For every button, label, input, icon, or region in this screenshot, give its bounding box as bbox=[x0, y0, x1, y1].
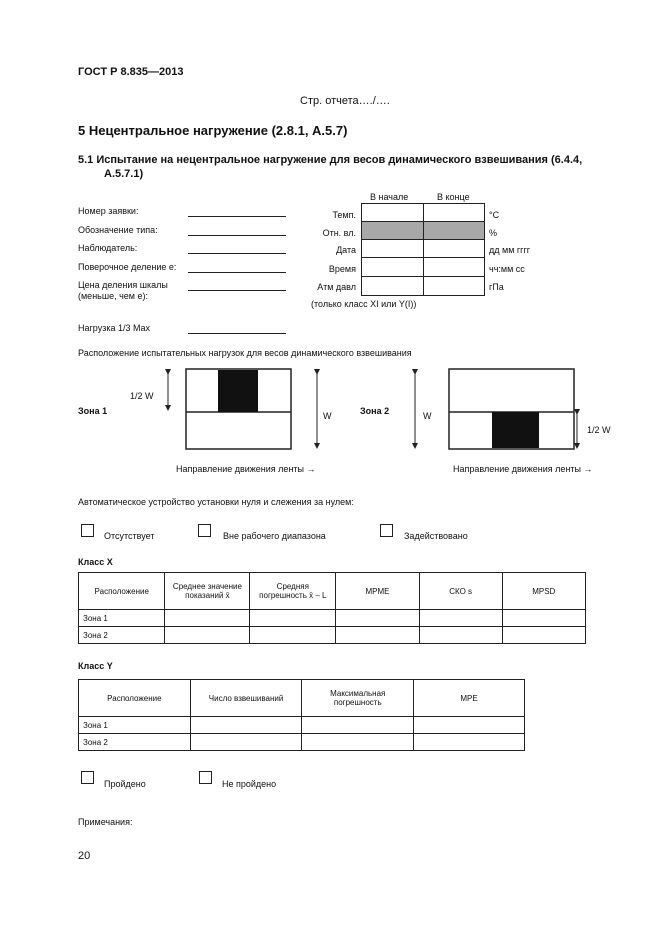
report-page-field: Стр. отчета…./…. bbox=[300, 95, 390, 107]
table-cell[interactable] bbox=[302, 717, 414, 734]
checkbox-out-of-range[interactable] bbox=[198, 524, 211, 537]
table-cell: Зона 1 bbox=[79, 610, 165, 627]
option-out-of-range-label: Вне рабочего диапазона bbox=[223, 531, 326, 541]
table-cell[interactable] bbox=[165, 627, 250, 644]
conditions-note: (только класс XI или Y(I)) bbox=[311, 299, 417, 309]
temp-start-cell[interactable] bbox=[361, 203, 424, 222]
class-x-table bbox=[78, 572, 586, 644]
class-x-title: Класс X bbox=[78, 557, 113, 567]
zone2-load-block bbox=[492, 412, 539, 448]
temp-label: Темп. bbox=[332, 210, 356, 220]
class-y-col-max-error: Максимальная погрешность bbox=[302, 680, 414, 717]
checkbox-absent[interactable] bbox=[81, 524, 94, 537]
class-x-col-mpme: MPME bbox=[336, 573, 420, 610]
table-cell[interactable] bbox=[250, 610, 336, 627]
class-x-col-sd: СКО s bbox=[419, 573, 502, 610]
date-end-cell[interactable] bbox=[423, 239, 485, 258]
table-cell[interactable] bbox=[165, 610, 250, 627]
class-x-col-mean: Среднее значение показаний x̄ bbox=[165, 573, 250, 610]
table-cell: Зона 1 bbox=[79, 717, 191, 734]
table-row bbox=[79, 734, 525, 751]
table-cell[interactable] bbox=[414, 734, 525, 751]
class-y-col-location: Расположение bbox=[79, 680, 191, 717]
table-row bbox=[79, 627, 586, 644]
subsection-title-line1: 5.1 Испытание на нецентральное нагружение для весов динамического взвешивания (6.4.4, bbox=[78, 154, 583, 166]
humidity-label: Отн. вл. bbox=[322, 228, 356, 238]
type-designation-label: Обозначение типа: bbox=[78, 225, 158, 235]
document-code: ГОСТ Р 8.835—2013 bbox=[78, 66, 184, 78]
notes-label: Примечания: bbox=[78, 817, 133, 827]
checkbox-failed[interactable] bbox=[199, 771, 212, 784]
class-x-header-row bbox=[79, 573, 586, 610]
page-number: 20 bbox=[78, 850, 91, 862]
pressure-label: Атм давл bbox=[317, 282, 356, 292]
type-designation-field[interactable] bbox=[188, 235, 286, 236]
col-end-label: В конце bbox=[437, 192, 470, 202]
table-cell[interactable] bbox=[250, 627, 336, 644]
checkbox-passed[interactable] bbox=[81, 771, 94, 784]
zone1-w-label: W bbox=[323, 411, 332, 421]
request-no-label: Номер заявки: bbox=[78, 206, 139, 216]
zone1-diagram bbox=[160, 362, 330, 457]
pressure-unit: гПа bbox=[489, 282, 504, 292]
observer-field[interactable] bbox=[188, 253, 286, 254]
option-enabled-label: Задействовано bbox=[404, 531, 468, 541]
verification-division-field[interactable] bbox=[188, 272, 286, 273]
time-start-cell[interactable] bbox=[361, 257, 424, 277]
class-y-col-mpe: MPE bbox=[414, 680, 525, 717]
table-cell[interactable] bbox=[419, 610, 502, 627]
class-x-col-location: Расположение bbox=[79, 573, 165, 610]
time-label: Время bbox=[328, 264, 356, 274]
table-cell: Зона 2 bbox=[79, 627, 165, 644]
load-field[interactable] bbox=[188, 333, 286, 334]
table-row bbox=[79, 717, 525, 734]
date-unit: дд мм гггг bbox=[489, 245, 531, 255]
zone2-w-label: W bbox=[423, 411, 432, 421]
checkbox-enabled[interactable] bbox=[380, 524, 393, 537]
class-y-table bbox=[78, 679, 525, 751]
table-cell[interactable] bbox=[336, 610, 420, 627]
table-cell[interactable] bbox=[302, 734, 414, 751]
zone1-direction-label: Направление движения ленты → bbox=[176, 464, 316, 474]
humidity-start-cell[interactable] bbox=[361, 221, 424, 240]
table-row bbox=[79, 610, 586, 627]
passed-label: Пройдено bbox=[104, 779, 146, 789]
temp-unit: °C bbox=[489, 210, 500, 220]
zero-device-title: Автоматическое устройство установки нуля и слежения за нулем: bbox=[78, 497, 354, 507]
section-title: 5 Нецентральное нагружение (2.8.1, А.5.7) bbox=[78, 123, 348, 138]
date-label: Дата bbox=[336, 245, 356, 255]
table-cell[interactable] bbox=[190, 717, 302, 734]
observer-label: Наблюдатель: bbox=[78, 243, 138, 253]
subsection-title-line2: А.5.7.1) bbox=[104, 168, 144, 180]
humidity-unit: % bbox=[489, 228, 498, 238]
zone1-half-w-label: 1/2 W bbox=[130, 391, 154, 401]
class-y-title: Класс Y bbox=[78, 661, 113, 671]
verification-division-label: Поверочное деление e: bbox=[78, 262, 177, 272]
time-unit: чч:мм сс bbox=[489, 264, 525, 274]
load-label: Нагрузка 1/3 Max bbox=[78, 323, 150, 333]
table-cell[interactable] bbox=[414, 717, 525, 734]
table-cell[interactable] bbox=[190, 734, 302, 751]
scale-division-field[interactable] bbox=[188, 290, 286, 291]
zone2-label: Зона 2 bbox=[360, 406, 390, 416]
layout-title: Расположение испытательных нагрузок для весов динамического взвешивания bbox=[78, 348, 412, 358]
zone2-direction-label: Направление движения ленты → bbox=[453, 464, 593, 474]
failed-label: Не пройдено bbox=[222, 779, 277, 789]
zone2-diagram bbox=[405, 362, 580, 457]
zone1-label: Зона 1 bbox=[78, 406, 108, 416]
humidity-end-cell[interactable] bbox=[423, 221, 485, 240]
col-start-label: В начале bbox=[370, 192, 409, 202]
time-end-cell[interactable] bbox=[423, 257, 485, 277]
table-cell[interactable] bbox=[502, 610, 585, 627]
scale-division-label-line2: (меньше, чем e): bbox=[78, 291, 148, 301]
class-y-header-row bbox=[79, 680, 525, 717]
pressure-start-cell[interactable] bbox=[361, 276, 424, 296]
table-cell[interactable] bbox=[419, 627, 502, 644]
scale-division-label-line1: Цена деления шкалы bbox=[78, 280, 168, 290]
table-cell[interactable] bbox=[336, 627, 420, 644]
temp-end-cell[interactable] bbox=[423, 203, 485, 222]
zone1-load-block bbox=[218, 370, 258, 412]
table-cell[interactable] bbox=[502, 627, 585, 644]
option-absent-label: Отсутствует bbox=[104, 531, 155, 541]
class-y-col-weighings: Число взвешиваний bbox=[190, 680, 302, 717]
date-start-cell[interactable] bbox=[361, 239, 424, 258]
class-x-col-mpsd: MPSD bbox=[502, 573, 585, 610]
zone2-half-w-label: 1/2 W bbox=[587, 425, 611, 435]
pressure-end-cell[interactable] bbox=[423, 276, 485, 296]
table-cell: Зона 2 bbox=[79, 734, 191, 751]
request-no-field[interactable] bbox=[188, 216, 286, 217]
class-x-col-mean-error: Средняя погрешность x̄ – L bbox=[250, 573, 336, 610]
